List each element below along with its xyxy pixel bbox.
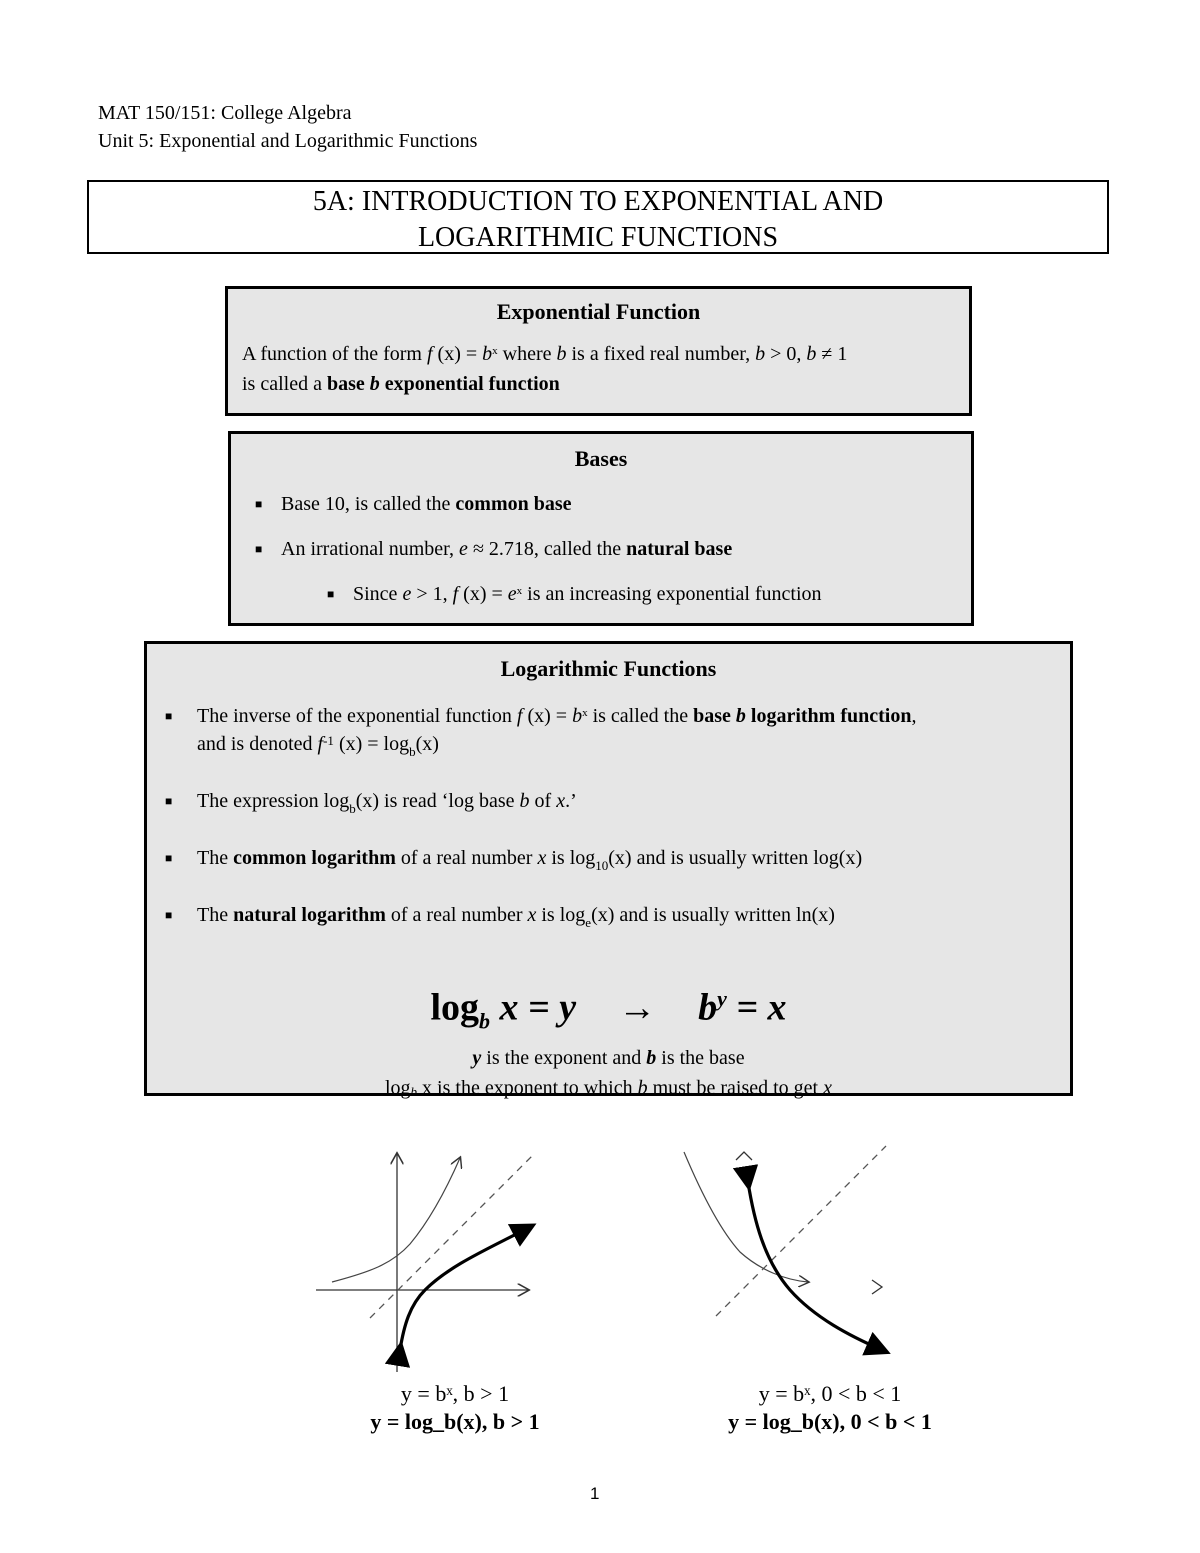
- text: .’: [565, 790, 577, 812]
- equivalence-caption-2: [165, 1073, 1052, 1105]
- text: must be raised to get: [647, 1077, 824, 1100]
- bullet-icon: ■: [165, 851, 173, 865]
- text: The inverse of the exponential function: [197, 705, 517, 727]
- text: b: [482, 343, 493, 365]
- x-axis-arrow-icon: [872, 1280, 882, 1294]
- text: b: [646, 1047, 657, 1070]
- text: b: [698, 986, 718, 1029]
- text: ,: [911, 705, 917, 727]
- section-title-line2: LOGARITHMIC FUNCTIONS: [417, 222, 779, 253]
- log-item-common: [165, 844, 1052, 874]
- text: common logarithm: [233, 847, 396, 869]
- text: ≠ 1: [816, 343, 848, 365]
- text: e: [402, 583, 412, 605]
- bases-item-common: [245, 489, 957, 519]
- bullet-icon: ■: [327, 587, 335, 601]
- text: and is denoted: [197, 733, 318, 755]
- text: 10: [595, 858, 609, 873]
- text: where: [497, 343, 557, 365]
- log-item-expression: [165, 787, 1052, 817]
- text: b: [637, 1077, 648, 1100]
- text: e: [507, 583, 517, 605]
- exponential-heading: Exponential Function: [496, 299, 701, 324]
- text: natural logarithm: [233, 904, 386, 926]
- text: The expression log: [197, 790, 350, 812]
- logarithmic-list: [165, 702, 1052, 931]
- logarithm-curve: [400, 1228, 528, 1350]
- text: f: [516, 705, 523, 727]
- logarithmic-functions-box: [144, 641, 1073, 1100]
- text: of a real number: [385, 904, 528, 926]
- text: b: [572, 705, 583, 727]
- logarithm-curve: [748, 1182, 882, 1350]
- text: x: [823, 1077, 832, 1100]
- text: f: [452, 583, 459, 605]
- text: (x) =: [458, 583, 508, 605]
- log-exp-equivalence: [165, 977, 1052, 1043]
- caption-exponential: y = bˣ, b > 1: [400, 1381, 510, 1406]
- text: x: [527, 904, 537, 926]
- text: y: [717, 986, 727, 1011]
- text: x: [556, 790, 566, 812]
- exponential-definition-line2: [242, 369, 955, 399]
- caption-logarithm: y = log_b(x), b > 1: [370, 1409, 540, 1434]
- text: is the exponent and: [481, 1047, 647, 1070]
- bullet-icon: ■: [165, 709, 173, 723]
- caption-exponential: y = bˣ, 0 < b < 1: [758, 1381, 902, 1406]
- graph-increasing: [300, 1140, 550, 1380]
- text: x is the exponent to which: [417, 1077, 638, 1100]
- text: ≈ 2.718, called the: [467, 538, 627, 560]
- text: x: [516, 585, 523, 597]
- bases-heading: Bases: [574, 446, 628, 471]
- text: (x) and is usually written ln(x): [591, 904, 835, 926]
- text: (x) and is usually written log(x): [608, 847, 863, 869]
- text: is an increasing exponential function: [522, 583, 822, 605]
- text: b: [806, 343, 817, 365]
- bullet-icon: ■: [165, 908, 173, 922]
- unit-title: Unit 5: Exponential and Logarithmic Functions: [98, 130, 478, 152]
- text: -1: [323, 733, 334, 748]
- text: e: [585, 915, 592, 930]
- text: is called the: [587, 705, 694, 727]
- course-title: MAT 150/151: College Algebra: [98, 102, 352, 124]
- exponential-definition-line1: [242, 339, 955, 369]
- text: > 0,: [765, 343, 807, 365]
- text: x: [492, 345, 498, 357]
- text: logarithm function: [745, 705, 912, 727]
- equivalence-caption-1: [165, 1043, 1052, 1073]
- text: exponential function: [379, 373, 560, 395]
- graph-decreasing-caption: [700, 1380, 960, 1436]
- text: b: [369, 373, 380, 395]
- text: log: [384, 1077, 411, 1100]
- text: log: [430, 986, 480, 1029]
- text: b: [479, 1008, 491, 1034]
- text: (x) =: [522, 705, 573, 727]
- text: base: [326, 373, 370, 395]
- text: b: [349, 801, 356, 816]
- text: base: [693, 705, 736, 727]
- text: > 1,: [411, 583, 453, 605]
- text: y: [472, 1047, 482, 1070]
- logarithmic-heading: Logarithmic Functions: [500, 656, 717, 681]
- bases-item-increasing: [245, 579, 957, 609]
- text: f: [426, 343, 433, 365]
- arrow-icon: →: [618, 986, 657, 1029]
- text: An irrational number,: [281, 538, 460, 560]
- text: x: [537, 847, 547, 869]
- text: (x): [415, 733, 439, 755]
- text: of: [529, 790, 557, 812]
- text: (x) is read ‘log base: [355, 790, 520, 812]
- bases-box: [228, 431, 974, 626]
- text: Base 10, is called the: [281, 493, 456, 515]
- text: is a fixed real number,: [566, 343, 756, 365]
- text: b: [755, 343, 766, 365]
- graph-increasing-caption: [330, 1380, 580, 1436]
- text: b: [409, 744, 416, 759]
- text: (x) =: [432, 343, 483, 365]
- text: e: [459, 538, 468, 560]
- text: of a real number: [395, 847, 538, 869]
- section-title-box: [87, 180, 1109, 254]
- exponential-curve: [684, 1152, 808, 1282]
- log-item-inverse: [165, 702, 1052, 760]
- line-y-equals-x: [716, 1146, 886, 1316]
- bullet-icon: ■: [165, 794, 173, 808]
- exponential-function-box: [225, 286, 972, 416]
- section-title-line1: 5A: INTRODUCTION TO EXPONENTIAL AND: [312, 186, 884, 217]
- text: A function of the form: [242, 343, 427, 365]
- bullet-icon: ■: [255, 542, 263, 556]
- text: b: [735, 705, 746, 727]
- bases-list: [245, 489, 957, 609]
- text: x: [582, 707, 588, 719]
- page-number: 1: [590, 1484, 600, 1503]
- text: f: [317, 733, 324, 755]
- graph-decreasing: [660, 1140, 900, 1370]
- text: b: [410, 1084, 418, 1100]
- text: is the base: [656, 1047, 745, 1070]
- bases-item-natural: [245, 534, 957, 564]
- text: The: [197, 847, 234, 869]
- text: natural base: [626, 538, 733, 560]
- text: The: [197, 904, 234, 926]
- text: Since: [353, 583, 403, 605]
- exponential-curve: [332, 1158, 460, 1282]
- text: = x: [726, 986, 787, 1029]
- text: b: [556, 343, 567, 365]
- text: x = y: [490, 986, 577, 1029]
- caption-logarithm: y = log_b(x), 0 < b < 1: [728, 1409, 932, 1434]
- text: (x) = log: [333, 733, 410, 755]
- log-item-natural: [165, 901, 1052, 931]
- text: common base: [455, 493, 572, 515]
- text: is called a: [242, 373, 327, 395]
- text: is log: [536, 904, 586, 926]
- text: is log: [546, 847, 596, 869]
- bullet-icon: ■: [255, 497, 263, 511]
- text: b: [519, 790, 530, 812]
- y-axis-arrow-icon: [736, 1152, 752, 1160]
